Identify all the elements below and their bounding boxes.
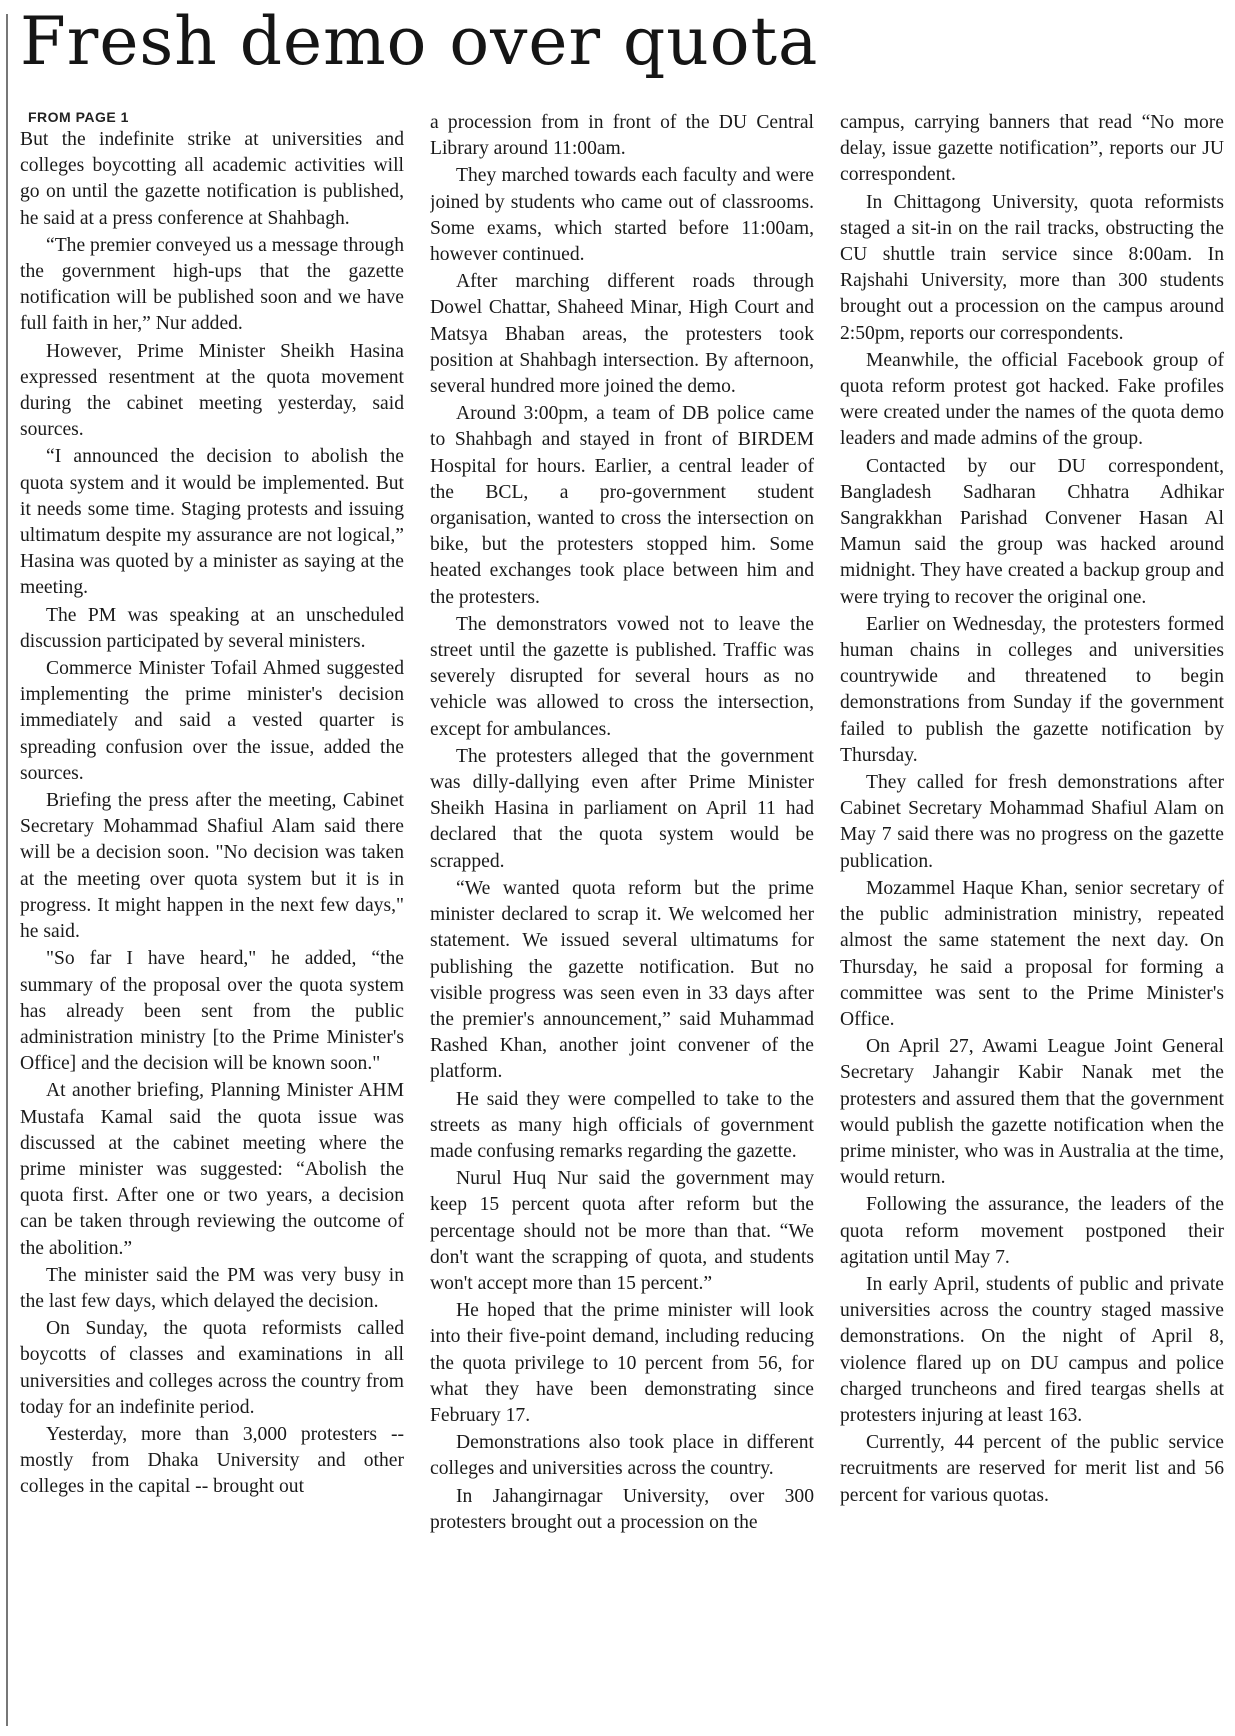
paragraph: He hoped that the prime minister will look into their five-point demand, including reducing the quota privilege to 10 percent from 56, for what they have been demonstrating since February 17. — [430, 1300, 814, 1426]
paragraph: At another briefing, Planning Minister AHM Mustafa Kamal said the quota issue was discussed at the cabinet meeting where the prime minister was suggested: “Abolish the quota first. After one or two years, a decision can be taken through reviewing the outcome of the abolition.” — [20, 1080, 404, 1259]
article-column-2 — [430, 110, 814, 1736]
paragraph: Mozammel Haque Khan, senior secretary of the public administration ministry, repeated almost the same statement the next day. On Thursday, he said a proposal for forming a committee was sent to the Prime Minister's Office. — [840, 877, 1224, 1030]
paragraph: The minister said the PM was very busy in the last few days, which delayed the decision. — [20, 1264, 404, 1312]
headline: Fresh demo over quota — [20, 3, 819, 80]
paragraph: Meanwhile, the official Facebook group of quota reform protest got hacked. Fake profiles were created under the names of the quota demo leaders and made admins of the group. — [840, 349, 1224, 450]
paragraph: Currently, 44 percent of the public service recruitments are reserved for merit list and 56 percent for various quotas. — [840, 1432, 1224, 1506]
paragraph: Briefing the press after the meeting, Cabinet Secretary Mohammad Shafiul Alam said there will be a decision soon. "No decision was taken at the meeting over quota system but it is in progress. It might happen in the next few days," he said. — [20, 790, 404, 943]
paragraph: Yesterday, more than 3,000 protesters -- mostly from Dhaka University and other colleges in the capital -- brought out — [20, 1423, 404, 1498]
paragraph: Nurul Huq Nur said the government may keep 15 percent quota after reform but the percentage should not be more than that. “We don't want the scrapping of quota, and students won't accept more than 15 percent.” — [430, 1168, 814, 1294]
paragraph: In Jahangirnagar University, over 300 protesters brought out a procession on the — [430, 1485, 814, 1533]
paragraph: Commerce Minister Tofail Ahmed suggested implementing the prime minister's decision immediately and said a vested quarter is spreading confusion over the issue, added the sources. — [20, 658, 404, 784]
paragraph: Following the assurance, the leaders of the quota reform movement postponed their agitation until May 7. — [840, 1194, 1224, 1268]
article-column-1 — [20, 108, 404, 1734]
article-column-3 — [840, 110, 1224, 1736]
paragraph: On April 27, Awami League Joint General Secretary Jahangir Kabir Nanak met the protesters and assured them that the government would publish the gazette notification when the prime minister, who was in Australia at the time, would return. — [840, 1036, 1224, 1189]
paragraph: Demonstrations also took place in different colleges and universities across the country. — [430, 1432, 814, 1480]
paragraph: On Sunday, the quota reformists called boycotts of classes and examinations in all universities and colleges across the country from today for an indefinite period. — [20, 1318, 404, 1418]
paragraph: Earlier on Wednesday, the protesters formed human chains in colleges and universities countrywide and threatened to begin demonstrations from Sunday if the government failed to publish the gazette notification by Thursday. — [840, 613, 1224, 766]
paragraph: But the indefinite strike at universities and colleges boycotting all academic activities will go on until the gazette notification is published, he said at a press conference at Shahbagh. — [20, 129, 404, 229]
kicker: FROM PAGE 1 — [28, 109, 129, 125]
paragraph: They marched towards each faculty and were joined by students who came out of classrooms. Some exams, which started before 11:00am, however continued. — [430, 165, 814, 266]
paragraph: He said they were compelled to take to the streets as many high officials of government made confusing remarks regarding the gazette. — [430, 1088, 814, 1162]
paragraph: After marching different roads through Dowel Chattar, Shaheed Minar, High Court and Matsya Bhaban areas, the protesters took position at Shahbagh intersection. By afternoon, several hundred more joined the demo. — [430, 271, 814, 398]
paragraph: Contacted by our DU correspondent, Bangladesh Sadharan Chhatra Adhikar Sangrakkhan Parishad Convener Hasan Al Mamun said the group was hacked around midnight. They have created a backup group and were trying to recover the original one. — [840, 455, 1224, 608]
paragraph: In early April, students of public and private universities across the country staged massive demonstrations. On the night of April 8, violence flared up on DU campus and police charged truncheons and fired teargas shells at protesters injuring at least 163. — [840, 1273, 1224, 1426]
paragraph: campus, carrying banners that read “No more delay, issue gazette notification”, reports our JU correspondent. — [840, 112, 1224, 186]
paragraph: “We wanted quota reform but the prime minister declared to scrap it. We welcomed her statement. We issued several ultimatums for publishing the gazette notification. But no visible progress was seen even in 33 days after the premier's announcement,” said Muhammad Rashed Khan, another joint convener of the platform. — [430, 877, 814, 1083]
paragraph: “The premier conveyed us a message through the government high-ups that the gazette notification will be published soon and we have full faith in her,” Nur added. — [20, 234, 404, 335]
paragraph: They called for fresh demonstrations after Cabinet Secretary Mohammad Shafiul Alam on May 7 said there was no progress on the gazette publication. — [840, 772, 1224, 872]
paragraph: However, Prime Minister Sheikh Hasina expressed resentment at the quota movement during the cabinet meeting yesterday, said sources. — [20, 340, 404, 441]
column-rule — [6, 14, 8, 1726]
paragraph: "So far I have heard," he added, “the summary of the proposal over the quota system has already been sent from the public administration ministry [to the Prime Minister's Office] and the decision will be known soon." — [20, 948, 404, 1075]
paragraph: The protesters alleged that the government was dilly-dallying even after Prime Minister Sheikh Hasina in parliament on April 11 had declared that the quota system would be scrapped. — [430, 745, 814, 872]
paragraph: a procession from in front of the DU Central Library around 11:00am. — [430, 112, 814, 160]
paragraph: In Chittagong University, quota reformists staged a sit-in on the rail tracks, obstructing the CU shuttle train service since 8:00am. In Rajshahi University, more than 300 students brought out a procession on the campus around 2:50pm, reports our correspondents. — [840, 191, 1224, 344]
paragraph: The demonstrators vowed not to leave the street until the gazette is published. Traffic was severely disrupted for several hours as no vehicle was allowed to cross the intersection, except for ambulances. — [430, 613, 814, 740]
paragraph: Around 3:00pm, a team of DB police came to Shahbagh and stayed in front of BIRDEM Hospital for hours. Earlier, a central leader of the BCL, a pro-government student organisation, wanted to cross the intersection on bike, but the protesters stopped him. Some heated exchanges took place between him and the protesters. — [430, 403, 814, 608]
paragraph: “I announced the decision to abolish the quota system and it would be implemented. But it needs some time. Staging protests and issuing ultimatum despite my assurance are not logical,” Hasina was quoted by a minister as saying at the meeting. — [20, 446, 404, 599]
paragraph: The PM was speaking at an unscheduled discussion participated by several ministers. — [20, 604, 404, 652]
